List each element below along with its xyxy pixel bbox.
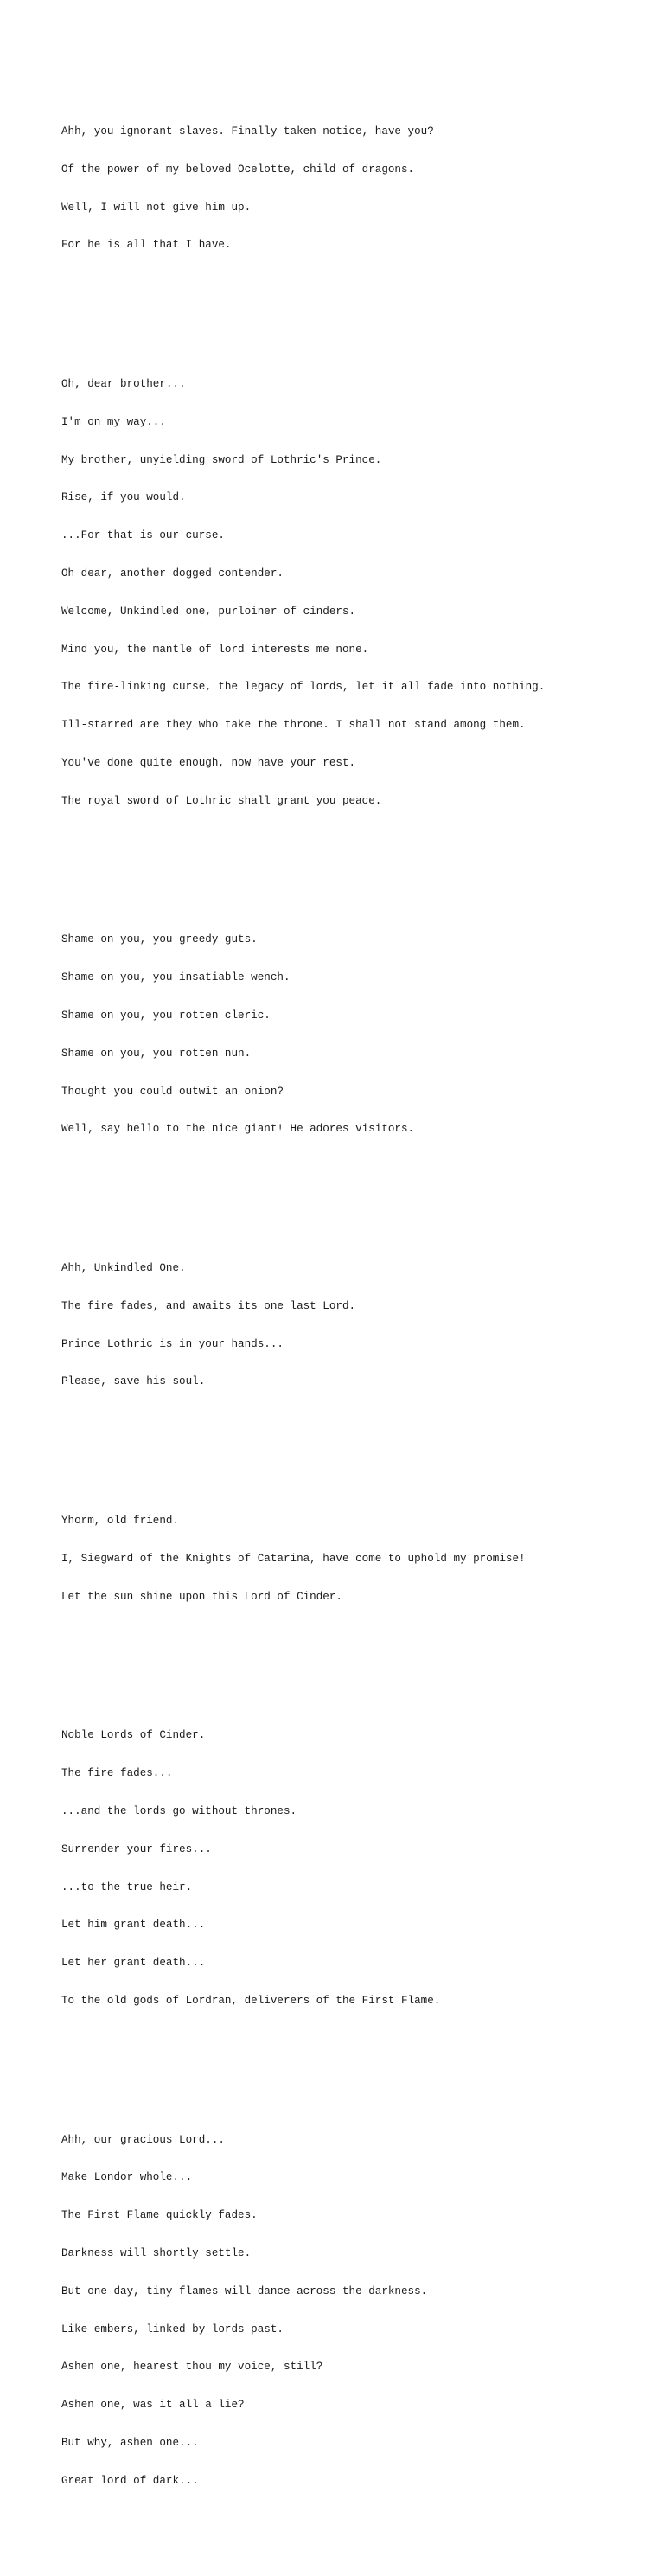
stanza-4 — [61, 1237, 649, 1413]
text-line: The fire fades... — [61, 1767, 173, 1780]
text-line: Let him grant death... — [61, 1919, 206, 1932]
text-line: Of the power of my beloved Ocelotte, child of dragons. — [61, 163, 415, 176]
text-line: For he is all that I have. — [61, 239, 232, 252]
text-line: Prince Lothric is in your hands... — [61, 1337, 284, 1350]
text-line: ...to the true heir. — [61, 1881, 193, 1894]
text-line: Darkness will shortly settle. — [61, 2247, 252, 2260]
text-line: Ahh, our gracious Lord... — [61, 2133, 225, 2146]
stanza-3 — [61, 908, 649, 1161]
text-line: The royal sword of Lothric shall grant you peace. — [61, 794, 382, 807]
text-line: Let the sun shine upon this Lord of Cinder. — [61, 1590, 342, 1603]
stanza-5 — [61, 1490, 649, 1629]
text-line: Like embers, linked by lords past. — [61, 2323, 284, 2336]
text-line: Please, save his soul. — [61, 1375, 206, 1388]
text-line: You've done quite enough, now have your rest. — [61, 756, 356, 769]
text-line: Shame on you, you greedy guts. — [61, 933, 258, 946]
text-line: Make Londor whole... — [61, 2171, 193, 2184]
text-line: Well, say hello to the nice giant! He adores visitors. — [61, 1123, 415, 1136]
text-line: Shame on you, you rotten cleric. — [61, 1009, 271, 1022]
text-line: The First Flame quickly fades. — [61, 2209, 258, 2222]
stanza-7 — [61, 2109, 649, 2513]
text-line: The fire fades, and awaits its one last Lord. — [61, 1299, 356, 1312]
text-line: Oh, dear brother... — [61, 378, 186, 391]
text-line: Thought you could outwit an onion? — [61, 1085, 284, 1098]
text-line: Shame on you, you insatiable wench. — [61, 971, 290, 984]
text-line: But one day, tiny flames will dance across the darkness. — [61, 2284, 428, 2297]
text-line: But why, ashen one... — [61, 2436, 199, 2449]
text-line: Ill-starred are they who take the throne. I shall not stand among them. — [61, 719, 526, 732]
text-line: My brother, unyielding sword of Lothric's Prince. — [61, 453, 382, 466]
text-line: Shame on you, you rotten nun. — [61, 1047, 252, 1060]
text-line: Welcome, Unkindled one, purloiner of cinders. — [61, 605, 356, 618]
text-line: I, Siegward of the Knights of Catarina, have come to uphold my promise! — [61, 1552, 526, 1565]
text-line: I'm on my way... — [61, 415, 166, 428]
stanza-2 — [61, 353, 649, 833]
stanza-6 — [61, 1704, 649, 2032]
document-page — [61, 62, 649, 2576]
text-line: Ashen one, was it all a lie? — [61, 2399, 245, 2412]
text-line: Well, I will not give him up. — [61, 201, 252, 214]
text-line: Rise, if you would. — [61, 491, 186, 504]
text-line: To the old gods of Lordran, deliverers of the First Flame. — [61, 1994, 441, 2007]
text-line: Let her grant death... — [61, 1957, 206, 1970]
text-line: Ahh, Unkindled One. — [61, 1262, 186, 1275]
text-line: Ashen one, hearest thou my voice, still? — [61, 2361, 323, 2374]
text-line: ...and the lords go without thrones. — [61, 1805, 297, 1818]
text-line: Great lord of dark... — [61, 2474, 199, 2487]
text-line: Surrender your fires... — [61, 1842, 212, 1855]
text-line: Oh dear, another dogged contender. — [61, 567, 284, 580]
text-line: Mind you, the mantle of lord interests me none. — [61, 643, 369, 656]
text-line: The fire-linking curse, the legacy of lords, let it all fade into nothing. — [61, 681, 546, 694]
text-line: Ahh, you ignorant slaves. Finally taken notice, have you? — [61, 125, 434, 138]
text-line: Yhorm, old friend. — [61, 1515, 180, 1528]
stanza-1 — [61, 100, 649, 277]
text-line: ...For that is our curse. — [61, 529, 225, 542]
text-line: Noble Lords of Cinder. — [61, 1729, 206, 1742]
